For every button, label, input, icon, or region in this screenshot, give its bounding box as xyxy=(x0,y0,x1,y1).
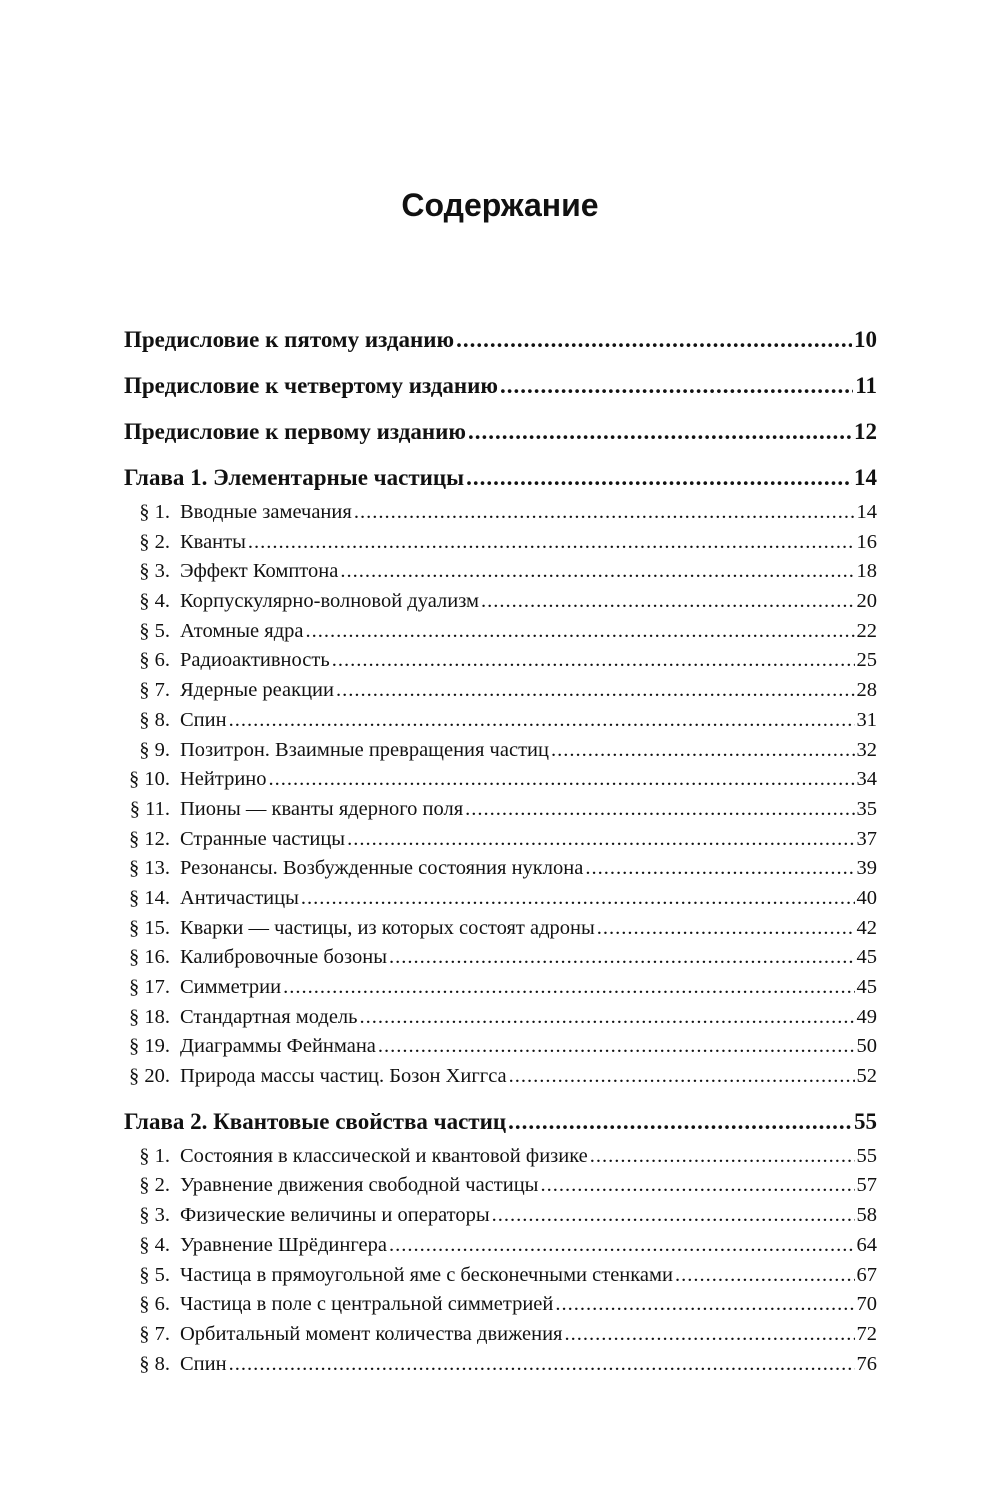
toc-section-label xyxy=(124,587,479,617)
toc-section-label xyxy=(124,765,267,795)
toc-entry-section xyxy=(124,973,877,1003)
toc-page-number: 39 xyxy=(856,857,877,880)
dot-leader xyxy=(509,1062,855,1092)
toc-page-number: 31 xyxy=(856,708,877,731)
section-title: Античастицы xyxy=(180,886,299,909)
toc-entry-section xyxy=(124,646,877,676)
toc-entry-section xyxy=(124,557,877,587)
toc-entry-section xyxy=(124,1201,877,1231)
chapter-1-group xyxy=(124,460,877,1092)
dot-leader xyxy=(229,1350,855,1380)
dot-leader xyxy=(564,1320,854,1350)
toc-entry-section xyxy=(124,765,877,795)
toc-page-number: 72 xyxy=(856,1322,877,1345)
toc-entry-section xyxy=(124,1231,877,1261)
toc-entry-section xyxy=(124,1142,877,1172)
section-title: Странные частицы xyxy=(180,827,346,850)
section-title: Эффект Комптона xyxy=(180,560,339,583)
dot-leader xyxy=(555,1290,854,1320)
dot-leader xyxy=(340,557,854,587)
section-number: § 3. xyxy=(139,1204,170,1227)
section-number: § 8. xyxy=(139,708,170,731)
toc-section-label xyxy=(124,617,303,647)
toc-section-label xyxy=(124,1320,562,1350)
toc-entry-section xyxy=(124,617,877,647)
section-title: Уравнение движения свободной частицы xyxy=(180,1174,539,1197)
toc-entry-section xyxy=(124,1032,877,1062)
toc-section-label xyxy=(124,1171,538,1201)
toc-page-number: 50 xyxy=(856,1035,877,1058)
toc-section-label xyxy=(124,1350,227,1380)
section-title: Корпускулярно-волновой дуализм xyxy=(180,590,479,613)
chapter-2-group xyxy=(124,1104,877,1380)
dot-leader xyxy=(675,1261,855,1291)
table-of-contents xyxy=(124,322,877,1379)
section-title: Стандартная модель xyxy=(180,1005,358,1028)
toc-section-label xyxy=(124,973,281,1003)
toc-page-number: 70 xyxy=(856,1293,877,1316)
toc-section-label xyxy=(124,825,345,855)
section-number: § 2. xyxy=(139,1174,170,1197)
section-title: Спин xyxy=(180,1352,227,1375)
dot-leader xyxy=(597,914,855,944)
toc-section-label xyxy=(124,1261,673,1291)
dot-leader xyxy=(466,460,852,496)
section-number: § 4. xyxy=(139,590,170,613)
section-title: Частица в поле с центральной симметрией xyxy=(180,1293,554,1316)
toc-page-number: 45 xyxy=(856,976,877,998)
dot-leader xyxy=(269,765,855,795)
toc-page-number: 45 xyxy=(856,946,877,969)
toc-page-number: 52 xyxy=(856,1065,877,1088)
toc-entry-section xyxy=(124,528,877,558)
dot-leader xyxy=(492,1201,855,1231)
toc-page-number: 32 xyxy=(856,738,877,761)
toc-entry-section xyxy=(124,706,877,736)
dot-leader xyxy=(229,706,855,736)
dot-leader xyxy=(551,736,855,766)
toc-page-number: 76 xyxy=(856,1352,877,1375)
dot-leader xyxy=(500,368,853,404)
section-number: § 4. xyxy=(139,1233,170,1256)
toc-page-number: 67 xyxy=(856,1263,877,1286)
prefaces-group xyxy=(124,322,877,460)
section-title: Калибровочные бозоны xyxy=(180,946,388,969)
toc-section-label xyxy=(124,884,299,914)
section-number: § 6. xyxy=(139,649,170,672)
toc-page-number: 22 xyxy=(856,619,877,642)
toc-page-number: 40 xyxy=(856,886,877,909)
toc-section-label xyxy=(124,795,463,825)
toc-entry-section xyxy=(124,1320,877,1350)
toc-entry-section xyxy=(124,1290,877,1320)
toc-page-number: 11 xyxy=(855,373,877,398)
dot-leader xyxy=(465,795,854,825)
dot-leader xyxy=(456,322,852,358)
toc-entry-section xyxy=(124,1261,877,1291)
toc-page-number: 55 xyxy=(856,1144,877,1167)
toc-section-label xyxy=(124,1062,507,1092)
section-number: § 8. xyxy=(139,1352,170,1375)
toc-entry-preface-1 xyxy=(124,414,877,460)
section-title: Диаграммы Фейнмана xyxy=(180,1035,376,1058)
toc-section-label xyxy=(124,736,549,766)
toc-page-number: 12 xyxy=(854,419,877,444)
toc-section-label xyxy=(124,646,330,676)
toc-entry-preface-4 xyxy=(124,368,877,414)
section-number: § 17. xyxy=(129,976,170,998)
toc-page-number: 49 xyxy=(856,1005,877,1028)
section-number: § 12. xyxy=(129,827,170,850)
toc-section-label xyxy=(124,1003,358,1033)
section-title: Атомные ядра xyxy=(180,619,304,642)
toc-entry-section xyxy=(124,854,877,884)
section-title: Пионы — кванты ядерного поля xyxy=(180,797,464,820)
dot-leader xyxy=(336,676,855,706)
toc-entry-section xyxy=(124,676,877,706)
toc-section-label xyxy=(124,706,227,736)
section-number: § 7. xyxy=(139,679,170,702)
section-number: § 20. xyxy=(129,1065,170,1088)
toc-page-number: 16 xyxy=(856,530,877,553)
toc-entry-section xyxy=(124,884,877,914)
toc-section-label xyxy=(124,1142,588,1172)
toc-page-number: 14 xyxy=(854,465,877,490)
section-number: § 15. xyxy=(129,916,170,939)
dot-leader xyxy=(585,854,854,884)
section-number: § 7. xyxy=(139,1322,170,1345)
section-number: § 16. xyxy=(129,946,170,969)
dot-leader xyxy=(378,1032,855,1062)
section-number: § 13. xyxy=(129,857,170,880)
toc-entry-section xyxy=(124,587,877,617)
toc-page-number: 14 xyxy=(856,501,877,523)
section-title: Состояния в классической и квантовой физике xyxy=(180,1144,588,1167)
section-title: Уравнение Шрёдингера xyxy=(180,1233,387,1256)
section-number: § 9. xyxy=(139,738,170,761)
dot-leader xyxy=(508,1104,852,1140)
section-title: Нейтрино xyxy=(180,768,267,791)
toc-page-number: 25 xyxy=(856,649,877,672)
toc-page-number: 58 xyxy=(856,1204,877,1227)
section-title: Физические величины и операторы xyxy=(180,1204,490,1227)
dot-leader xyxy=(389,1231,855,1261)
dot-leader xyxy=(283,973,854,1003)
toc-section-label xyxy=(124,1231,387,1261)
toc-entry-section xyxy=(124,736,877,766)
toc-page-number: 34 xyxy=(856,768,877,791)
section-title: Частица в прямоугольной яме с бесконечными стенками xyxy=(180,1263,673,1286)
dot-leader xyxy=(360,1003,855,1033)
section-title: Радиоактивность xyxy=(180,649,330,672)
section-number: § 10. xyxy=(129,768,170,791)
toc-entry-label: Предисловие к пятому изданию xyxy=(124,327,455,352)
toc-section-label xyxy=(124,1290,553,1320)
toc-section-label xyxy=(124,528,246,558)
toc-entry-section xyxy=(124,1350,877,1380)
dot-leader xyxy=(301,884,855,914)
section-title: Симметрии xyxy=(180,976,282,998)
toc-entry-section xyxy=(124,1171,877,1201)
section-title: Кванты xyxy=(180,530,246,553)
toc-section-label xyxy=(124,854,583,884)
toc-page-number: 55 xyxy=(854,1108,877,1134)
dot-leader xyxy=(590,1142,855,1172)
dot-leader xyxy=(540,1171,854,1201)
chapter-1-sections xyxy=(124,498,877,1092)
toc-page-number: 42 xyxy=(856,916,877,939)
section-title: Орбитальный момент количества движения xyxy=(180,1322,563,1345)
toc-section-label xyxy=(124,914,595,944)
dot-leader xyxy=(248,528,855,558)
toc-entry-label: Предисловие к четвертому изданию xyxy=(124,373,499,398)
toc-entry-section xyxy=(124,1003,877,1033)
section-title: Позитрон. Взаимные превращения частиц xyxy=(180,738,549,761)
toc-section-label xyxy=(124,1201,490,1231)
toc-entry-label: Предисловие к первому изданию xyxy=(124,419,466,444)
toc-section-label xyxy=(124,557,338,587)
toc-page-number: 18 xyxy=(856,560,877,583)
toc-page-number: 35 xyxy=(856,797,877,820)
section-number: § 6. xyxy=(139,1293,170,1316)
toc-page-number: 10 xyxy=(854,327,877,352)
section-title: Кварки — частицы, из которых состоят адроны xyxy=(180,916,595,939)
section-number: § 14. xyxy=(129,886,170,909)
section-number: § 3. xyxy=(139,560,170,583)
toc-page-number: 64 xyxy=(856,1233,877,1256)
section-number: § 1. xyxy=(139,1144,170,1167)
dot-leader xyxy=(347,825,854,855)
section-number: § 5. xyxy=(139,1263,170,1286)
toc-page-number: 37 xyxy=(856,827,877,850)
chapter-title: Глава 2. Квантовые свойства частиц xyxy=(124,1108,507,1134)
dot-leader xyxy=(305,617,854,647)
section-title: Резонансы. Возбужденные состояния нуклона xyxy=(180,857,584,880)
section-number: § 18. xyxy=(129,1005,170,1028)
toc-section-label xyxy=(124,498,352,528)
chapter-2-sections xyxy=(124,1142,877,1380)
toc-page-number: 57 xyxy=(856,1174,877,1197)
toc-section-label xyxy=(124,943,387,973)
section-number: § 2. xyxy=(139,530,170,553)
toc-page-number: 20 xyxy=(856,590,877,613)
chapter-title: Глава 1. Элементарные частицы xyxy=(124,465,465,490)
section-title: Вводные замечания xyxy=(180,501,352,523)
toc-page-number: 28 xyxy=(856,679,877,702)
toc-entry-section xyxy=(124,498,877,528)
toc-entry-preface-5 xyxy=(124,322,877,368)
toc-section-label xyxy=(124,676,334,706)
section-title: Спин xyxy=(180,708,227,731)
section-number: § 11. xyxy=(129,797,170,820)
section-number: § 19. xyxy=(129,1035,170,1058)
dot-leader xyxy=(332,646,855,676)
dot-leader xyxy=(354,498,855,528)
toc-section-label xyxy=(124,1032,376,1062)
dot-leader xyxy=(481,587,855,617)
dot-leader xyxy=(468,414,852,450)
toc-entry-section xyxy=(124,795,877,825)
toc-entry-section xyxy=(124,943,877,973)
page-title: Содержание xyxy=(401,187,599,223)
section-title: Природа массы частиц. Бозон Хиггса xyxy=(180,1065,507,1088)
dot-leader xyxy=(389,943,854,973)
toc-entry-section xyxy=(124,914,877,944)
section-title: Ядерные реакции xyxy=(180,679,334,702)
toc-entry-section xyxy=(124,825,877,855)
toc-entry-section xyxy=(124,1062,877,1092)
section-number: § 1. xyxy=(139,501,170,523)
section-number: § 5. xyxy=(139,619,170,642)
